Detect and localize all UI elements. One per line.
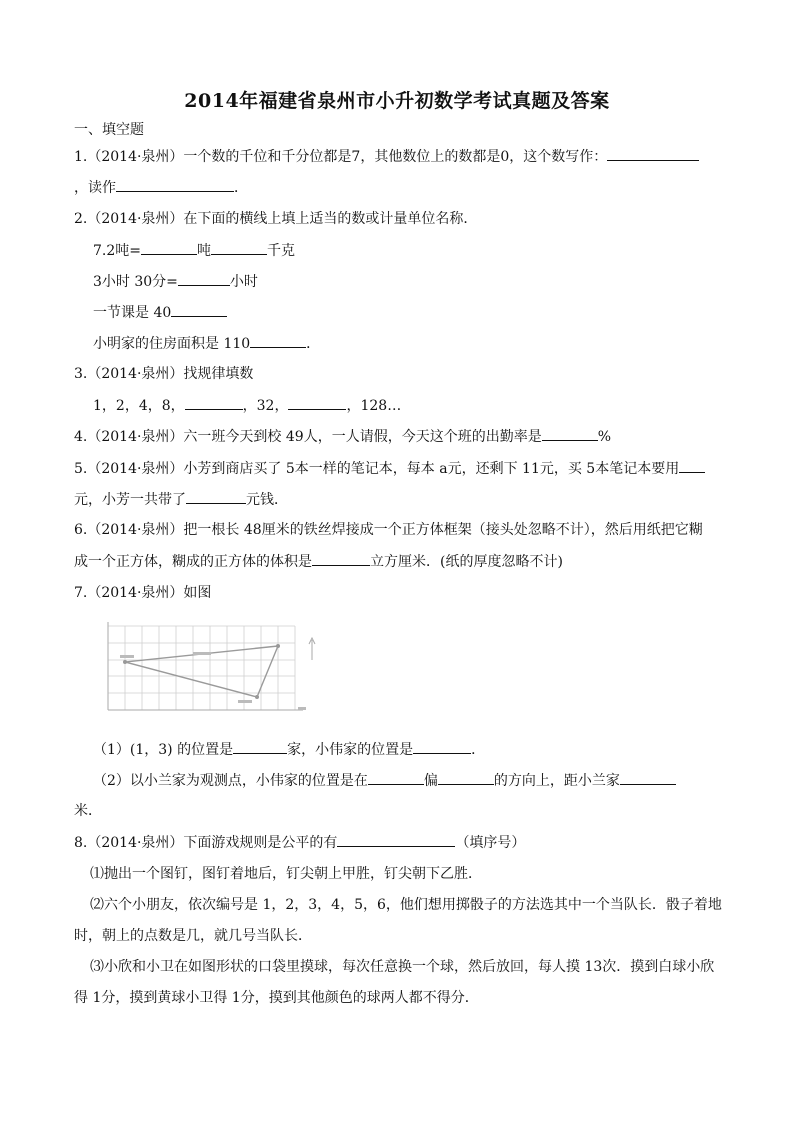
question-2-item-3 xyxy=(93,302,227,323)
question-5-line-1 xyxy=(74,458,705,479)
sequence-text: ，32， xyxy=(242,398,289,414)
question-6-text: 成一个正方体，糊成的正方体的体积是 xyxy=(74,554,312,570)
question-2-stem: 2.（2014·泉州）在下面的横线上填上适当的数或计量单位名称． xyxy=(74,211,478,227)
answer-blank[interactable] xyxy=(620,770,676,785)
answer-blank[interactable] xyxy=(368,770,424,785)
answer-blank[interactable] xyxy=(250,333,306,348)
unit-text: 吨 xyxy=(197,243,211,259)
point-marker xyxy=(255,695,259,699)
question-7-sub-2-end: 米． xyxy=(74,803,102,819)
answer-blank[interactable] xyxy=(116,177,234,192)
answer-blank[interactable] xyxy=(607,146,699,161)
item-text: 小明家的住房面积是 110 xyxy=(93,336,251,352)
sub-question-text: （2）以小兰家为观测点，小伟家的位置是在 xyxy=(93,773,368,789)
question-6-line-1: 6.（2014·泉州）把一根长 48厘米的铁丝焊接成一个正方体框架（接头处忽略不计），然后用纸把它糊 xyxy=(74,522,703,538)
question-5-line-2 xyxy=(74,489,288,510)
answer-blank[interactable] xyxy=(178,271,230,286)
item-text: 7.2吨= xyxy=(93,243,141,259)
answer-blank[interactable] xyxy=(542,426,598,441)
question-2-item-1 xyxy=(93,240,295,261)
sub-question-text: （1）(1，3) 的位置是 xyxy=(93,742,234,758)
sub-question-text: 的方向上，距小兰家 xyxy=(493,773,620,789)
period: ． xyxy=(234,180,248,196)
unit-text: 千克 xyxy=(267,243,295,259)
rule-3-line-1: ⑶小欣和小卫在如图形状的口袋里摸球，每次任意换一个球，然后放回，每人摸 13次．摸到白球小欣 xyxy=(90,959,715,975)
question-2-item-4 xyxy=(93,333,320,354)
question-5-text: 5.（2014·泉州）小芳到商店买了 5本一样的笔记本，每本 a元，还剩下 11元，买 5本笔记本要用 xyxy=(74,461,680,477)
question-5-text-2: 元，小芳一共带了 xyxy=(74,492,186,508)
question-3-sequence xyxy=(93,395,401,416)
period: ． xyxy=(306,336,321,352)
question-5-text-3: 元钱． xyxy=(246,492,288,508)
unit-text: 小时 xyxy=(229,274,258,290)
coordinate-grid-figure xyxy=(98,618,320,722)
answer-blank[interactable] xyxy=(288,395,346,410)
answer-blank[interactable] xyxy=(141,240,197,255)
percent-sign: % xyxy=(597,429,612,445)
answer-blank[interactable] xyxy=(211,240,267,255)
question-1-text-2: ，读作 xyxy=(74,180,116,196)
sub-question-text: 偏 xyxy=(423,773,438,789)
question-4 xyxy=(74,426,611,447)
section-heading: 一、填空题 xyxy=(74,122,144,138)
answer-blank[interactable] xyxy=(679,458,705,473)
answer-blank[interactable] xyxy=(171,302,227,317)
point-marker xyxy=(123,660,127,664)
question-7-sub-1 xyxy=(93,739,485,760)
answer-blank[interactable] xyxy=(413,739,471,754)
question-8-hint: （填序号） xyxy=(455,835,526,851)
rule-3-line-2: 得 1分，摸到黄球小卫得 1分，摸到其他颜色的球两人都不得分． xyxy=(74,990,479,1006)
question-6-text-2: 立方厘米．(纸的厚度忽略不计) xyxy=(370,554,563,570)
answer-blank[interactable] xyxy=(186,489,246,504)
question-6-line-2 xyxy=(74,551,563,572)
grid-diagram xyxy=(98,618,320,722)
item-text: 一节课是 40 xyxy=(93,305,172,321)
sub-question-text: 家，小伟家的位置是 xyxy=(287,742,414,758)
question-4-text: 4.（2014·泉州）六一班今天到校 49人，一人请假，今天这个班的出勤率是 xyxy=(74,429,542,445)
grid-lines xyxy=(108,626,295,710)
page-title: 2014年福建省泉州市小升初数学考试真题及答案 xyxy=(184,90,610,112)
question-3-stem: 3.（2014·泉州）找规律填数 xyxy=(74,366,254,382)
question-7-stem: 7.（2014·泉州）如图 xyxy=(74,585,212,601)
answer-blank[interactable] xyxy=(438,770,494,785)
sequence-text: ，128… xyxy=(346,398,402,414)
question-2-item-2 xyxy=(93,271,258,292)
rule-2-line-1: ⑵六个小朋友，依次编号是 1，2，3，4，5，6，他们想用掷骰子的方法选其中一个当队长．骰子着地 xyxy=(90,897,722,913)
question-1-line-1 xyxy=(74,146,699,167)
question-8-stem xyxy=(74,832,525,853)
sequence-text: 1，2，4，8， xyxy=(93,398,185,414)
period: ． xyxy=(471,742,486,758)
question-8-text: 8.（2014·泉州）下面游戏规则是公平的有 xyxy=(74,835,338,851)
answer-blank[interactable] xyxy=(337,832,455,847)
answer-blank[interactable] xyxy=(233,739,287,754)
item-text: 3小时 30分= xyxy=(93,274,178,290)
question-7-sub-2 xyxy=(93,770,676,791)
rule-2-line-2: 时，朝上的点数是几，就几号当队长． xyxy=(74,928,312,944)
question-1-text: 1.（2014·泉州）一个数的千位和千分位都是7，其他数位上的数都是0，这个数写作： xyxy=(74,149,608,165)
rule-1: ⑴抛出一个图钉，图钉着地后，钉尖朝上甲胜，钉尖朝下乙胜． xyxy=(90,866,482,882)
question-1-line-2 xyxy=(74,177,248,198)
answer-blank[interactable] xyxy=(185,395,243,410)
point-marker xyxy=(276,644,280,648)
north-arrow-icon xyxy=(309,638,315,660)
answer-blank[interactable] xyxy=(312,551,370,566)
